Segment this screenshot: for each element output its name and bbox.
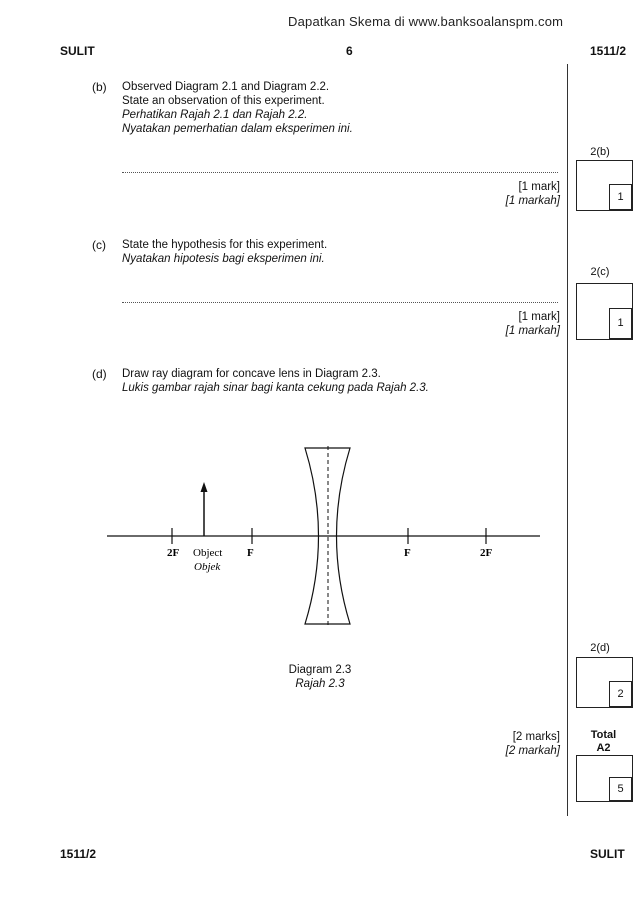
- total-label-text: Total: [590, 729, 617, 741]
- label-right-f: F: [404, 547, 411, 559]
- question-c-marks-en: [1 mark]: [518, 311, 560, 323]
- question-c-line-1: State the hypothesis for this experiment.: [122, 239, 328, 251]
- score-box-d: [576, 657, 633, 708]
- footer-right: SULIT: [590, 847, 625, 861]
- question-c-line-ms-1: Nyatakan hipotesis bagi eksperimen ini.: [122, 253, 325, 265]
- question-b-marks-ms: [1 markah]: [505, 195, 560, 207]
- question-b-label: (b): [92, 80, 107, 94]
- question-b-line-ms-2: Nyatakan pemerhatian dalam eksperimen ini.: [122, 123, 353, 135]
- score-box-b-label: 2(b): [590, 146, 610, 158]
- header-left: SULIT: [60, 44, 95, 58]
- header-right: 1511/2: [590, 44, 627, 58]
- label-left-2f: 2F: [167, 547, 180, 559]
- diagram-caption-en: Diagram 2.3: [288, 664, 352, 676]
- page-number: 6: [346, 44, 353, 58]
- total-box: [576, 755, 633, 802]
- question-d-marks-ms: [2 markah]: [505, 745, 560, 757]
- watermark-text: Dapatkan Skema di www.banksoalanspm.com: [288, 14, 564, 29]
- question-d-line-1: Draw ray diagram for concave lens in Diagram 2.3.: [122, 368, 381, 380]
- question-b-line-2: State an observation of this experiment.: [122, 95, 325, 107]
- score-box-b-value: 1: [609, 184, 632, 210]
- label-object: Object: [193, 547, 223, 559]
- label-object-ms: Objek: [194, 561, 221, 573]
- question-d-marks: [420, 730, 560, 758]
- object-arrowhead-icon: [201, 482, 208, 492]
- total-value: 5: [609, 777, 632, 801]
- question-b-marks-en: [1 mark]: [518, 181, 560, 193]
- question-c-label: (c): [92, 238, 106, 252]
- question-c-marks-ms: [1 markah]: [505, 325, 560, 337]
- total-label: [576, 729, 631, 755]
- question-d-label: (d): [92, 367, 107, 381]
- question-d-marks-en: [2 marks]: [512, 731, 560, 743]
- label-right-2f: 2F: [480, 547, 493, 559]
- total-section: A2: [596, 742, 611, 754]
- score-box-d-label: 2(d): [590, 642, 610, 654]
- score-box-d-value: 2: [609, 681, 632, 707]
- question-b-line-ms-1: Perhatikan Rajah 2.1 dan Rajah 2.2.: [122, 109, 308, 121]
- score-box-c-label: 2(c): [590, 266, 610, 278]
- label-left-f: F: [247, 547, 254, 559]
- question-d-line-ms-1: Lukis gambar rajah sinar bagi kanta cekung pada Rajah 2.3.: [122, 382, 429, 394]
- score-box-c-value: 1: [609, 308, 632, 339]
- diagram-caption: [260, 663, 380, 691]
- diagram-caption-ms: Rajah 2.3: [295, 678, 345, 690]
- footer-left: 1511/2: [60, 847, 97, 861]
- question-b-line-1: Observed Diagram 2.1 and Diagram 2.2.: [122, 81, 330, 93]
